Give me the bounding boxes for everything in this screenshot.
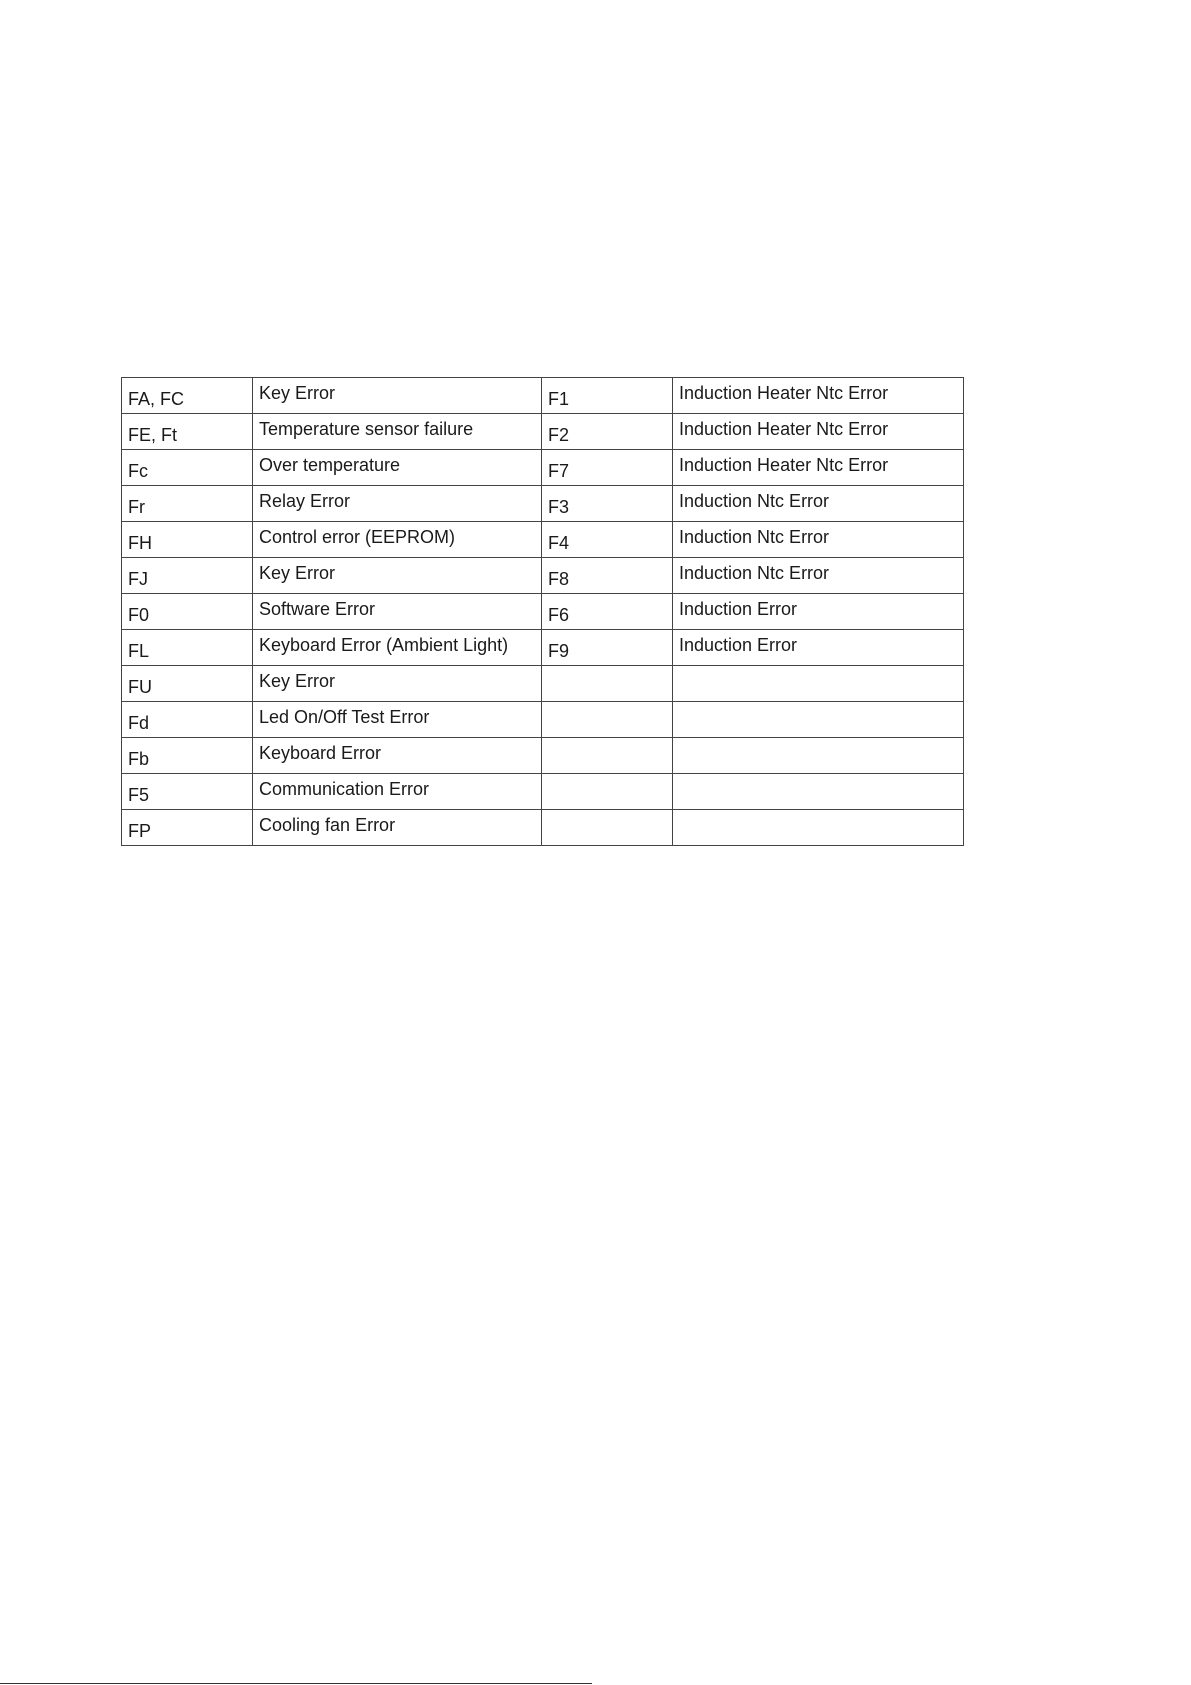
error-description-cell: Over temperature: [253, 450, 542, 486]
table-row: [122, 738, 964, 774]
error-description-cell: Induction Ntc Error: [673, 558, 964, 594]
error-code-cell: F5: [122, 774, 253, 810]
error-code-cell: [542, 666, 673, 702]
error-code-cell: [542, 774, 673, 810]
error-description-cell: Key Error: [253, 666, 542, 702]
error-description-cell: Induction Error: [673, 594, 964, 630]
error-description-cell: [673, 738, 964, 774]
error-code-cell: [542, 810, 673, 846]
table-row: [122, 486, 964, 522]
error-code-cell: Fc: [122, 450, 253, 486]
error-description-cell: Induction Error: [673, 630, 964, 666]
error-code-cell: FL: [122, 630, 253, 666]
error-code-cell: F3: [542, 486, 673, 522]
error-code-cell: [542, 738, 673, 774]
error-description-cell: Key Error: [253, 378, 542, 414]
error-description-cell: Led On/Off Test Error: [253, 702, 542, 738]
error-code-cell: F7: [542, 450, 673, 486]
error-code-cell: Fd: [122, 702, 253, 738]
error-code-cell: F4: [542, 522, 673, 558]
error-code-cell: F2: [542, 414, 673, 450]
error-description-cell: Induction Ntc Error: [673, 486, 964, 522]
table-row: [122, 666, 964, 702]
error-code-cell: Fr: [122, 486, 253, 522]
error-code-cell: F0: [122, 594, 253, 630]
table-row: [122, 558, 964, 594]
error-description-cell: Key Error: [253, 558, 542, 594]
table-row: [122, 594, 964, 630]
error-description-cell: Relay Error: [253, 486, 542, 522]
error-code-table-body: [122, 378, 964, 846]
error-code-cell: FE, Ft: [122, 414, 253, 450]
error-code-cell: F1: [542, 378, 673, 414]
error-code-cell: FA, FC: [122, 378, 253, 414]
error-description-cell: [673, 810, 964, 846]
error-code-cell: FH: [122, 522, 253, 558]
table-row: [122, 810, 964, 846]
error-code-table: [121, 377, 964, 846]
error-description-cell: Temperature sensor failure: [253, 414, 542, 450]
error-code-cell: F6: [542, 594, 673, 630]
error-code-cell: FP: [122, 810, 253, 846]
table-row: [122, 450, 964, 486]
error-description-cell: Induction Heater Ntc Error: [673, 414, 964, 450]
error-description-cell: Keyboard Error (Ambient Light): [253, 630, 542, 666]
table-row: [122, 702, 964, 738]
error-code-cell: F8: [542, 558, 673, 594]
footer-divider: [0, 1683, 592, 1684]
error-description-cell: Induction Ntc Error: [673, 522, 964, 558]
error-description-cell: [673, 666, 964, 702]
error-code-cell: Fb: [122, 738, 253, 774]
error-code-cell: FU: [122, 666, 253, 702]
error-description-cell: [673, 702, 964, 738]
table-row: [122, 414, 964, 450]
error-code-cell: F9: [542, 630, 673, 666]
error-description-cell: Communication Error: [253, 774, 542, 810]
table-row: [122, 522, 964, 558]
error-description-cell: Induction Heater Ntc Error: [673, 378, 964, 414]
error-description-cell: Control error (EEPROM): [253, 522, 542, 558]
table-row: [122, 630, 964, 666]
error-description-cell: Keyboard Error: [253, 738, 542, 774]
error-description-cell: Software Error: [253, 594, 542, 630]
error-description-cell: [673, 774, 964, 810]
table-row: [122, 378, 964, 414]
table-row: [122, 774, 964, 810]
error-code-cell: FJ: [122, 558, 253, 594]
error-code-cell: [542, 702, 673, 738]
error-description-cell: Induction Heater Ntc Error: [673, 450, 964, 486]
error-description-cell: Cooling fan Error: [253, 810, 542, 846]
